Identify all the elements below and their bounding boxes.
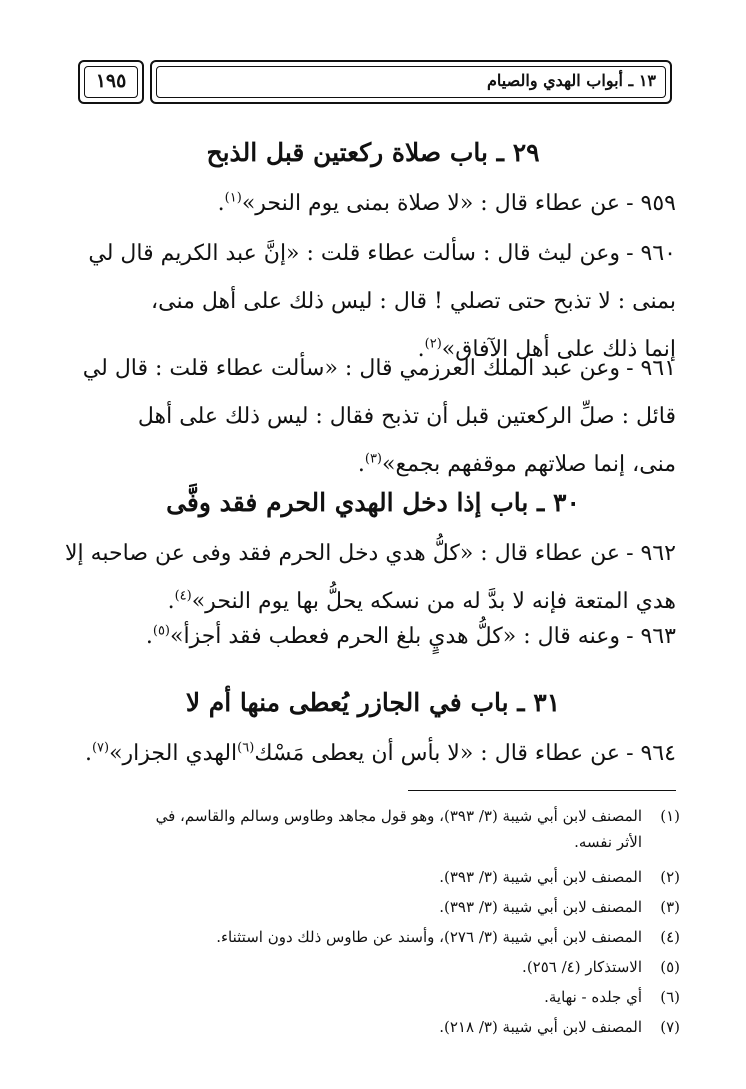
hadith-tail: . xyxy=(145,624,153,649)
hadith-text: منى، إنما صلاتهم موقفهم بجمع» xyxy=(382,452,676,477)
footnote-number: (٣) xyxy=(660,898,680,916)
hadith-text: إنما ذلك على أهل الآفاق» xyxy=(441,337,676,362)
footnote-number: (٤) xyxy=(660,928,680,946)
page-number: ١٩٥ xyxy=(95,70,127,92)
footnote-6 xyxy=(70,984,680,1010)
hadith-tail: . xyxy=(167,589,175,614)
footnote-ref: (٧) xyxy=(91,740,110,756)
footnote-text: الأثر نفسه. xyxy=(574,833,642,851)
hadith-number: ٩٥٩ - xyxy=(626,191,676,216)
chapter-heading-31: ٣١ ـ باب في الجازر يُعطى منها أم لا xyxy=(185,688,561,717)
footnote-number: (٢) xyxy=(660,868,680,886)
hadith-text: هدي المتعة فإنه لا بدَّ له من نسكه يحلُّ بها يوم النحر» xyxy=(191,589,676,614)
hadith-text: عن عطاء قال : «كلُّ هدي دخل الحرم فقد وفى عن صاحبه إلا xyxy=(64,541,620,566)
footnote-number: (١) xyxy=(660,807,680,825)
hadith-text: عن عطاء قال : «لا صلاة بمنى يوم النحر» xyxy=(241,191,620,216)
hadith-text: وعن ليث قال : سألت عطاء قلت : «إنَّ عبد الكريم قال لي xyxy=(88,241,620,266)
running-header xyxy=(78,60,672,104)
footnote-ref: (٢) xyxy=(424,336,442,352)
running-title: ١٣ ـ أبواب الهدي والصيام xyxy=(487,71,656,90)
footnote-ref: (٣) xyxy=(364,451,382,467)
footnote-text: المصنف لابن أبي شيبة (٣/ ٢٧٦)، وأسند عن طاوس ذلك دون استثناء. xyxy=(216,928,642,946)
hadith-text: قائل : صلِّ الركعتين قبل أن تذبح فقال : ليس ذلك على أهل xyxy=(137,404,676,429)
hadith-962 xyxy=(64,530,676,626)
hadith-tail: . xyxy=(417,337,425,362)
footnote-ref: (٦) xyxy=(237,740,255,756)
hadith-number: ٩٦٠ - xyxy=(626,241,676,266)
hadith-text: وعنه قال : «كلُّ هديٍ بلغ الحرم فعطب فقد أجزأ» xyxy=(170,624,620,649)
footnote-text: المصنف لابن أبي شيبة (٣/ ٣٩٣). xyxy=(439,868,642,886)
footnote-text: المصنف لابن أبي شيبة (٣/ ٣٩٣)، وهو قول مجاهد وطاوس وسالم والقاسم، في xyxy=(155,807,642,825)
footnote-3 xyxy=(70,894,680,920)
footnote-number: (٦) xyxy=(660,988,680,1006)
footnote-text: أي جلده - نهاية. xyxy=(544,988,642,1006)
footnote-number: (٧) xyxy=(660,1018,680,1036)
footnote-ref: (١) xyxy=(224,190,242,206)
hadith-963 xyxy=(70,613,676,661)
hadith-961 xyxy=(70,345,676,489)
hadith-tail: . xyxy=(84,741,92,766)
footnote-4 xyxy=(70,924,680,950)
hadith-text: الهدي الجزار» xyxy=(109,741,238,766)
footnote-1 xyxy=(70,803,680,855)
footnote-text: المصنف لابن أبي شيبة (٣/ ٣٩٣). xyxy=(439,898,642,916)
footnote-7 xyxy=(70,1014,680,1040)
footnote-ref: (٥) xyxy=(152,623,170,639)
hadith-tail: . xyxy=(217,191,225,216)
footnote-text: المصنف لابن أبي شيبة (٣/ ٢١٨). xyxy=(439,1018,642,1036)
hadith-number: ٩٦٢ - xyxy=(626,541,676,566)
footnote-5 xyxy=(70,954,680,980)
hadith-text: وعن عبد الملك العرزمي قال : «سألت عطاء قلت : قال لي xyxy=(82,356,620,381)
hadith-964 xyxy=(70,730,676,778)
page-number-frame xyxy=(78,60,144,104)
footnote-separator xyxy=(408,790,676,791)
footnote-text: الاستذكار (٤/ ٢٥٦). xyxy=(522,958,642,976)
hadith-tail: . xyxy=(357,452,365,477)
footnote-ref: (٤) xyxy=(174,588,192,604)
hadith-text: بمنى : لا تذبح حتى تصلي ! قال : ليس ذلك على أهل منى، xyxy=(151,289,676,314)
hadith-text: عن عطاء قال : «لا بأس أن يعطى مَسْك xyxy=(254,741,620,766)
chapter-heading-29: ٢٩ ـ باب صلاة ركعتين قبل الذبح xyxy=(206,138,540,167)
footnote-number: (٥) xyxy=(660,958,680,976)
hadith-959 xyxy=(70,180,676,228)
chapter-heading-30: ٣٠ ـ باب إذا دخل الهدي الحرم فقد وفَّى xyxy=(166,488,580,517)
hadith-number: ٩٦١ - xyxy=(626,356,676,381)
header-title-frame xyxy=(150,60,672,104)
hadith-number: ٩٦٤ - xyxy=(626,741,676,766)
footnote-2 xyxy=(70,864,680,890)
hadith-number: ٩٦٣ - xyxy=(626,624,676,649)
